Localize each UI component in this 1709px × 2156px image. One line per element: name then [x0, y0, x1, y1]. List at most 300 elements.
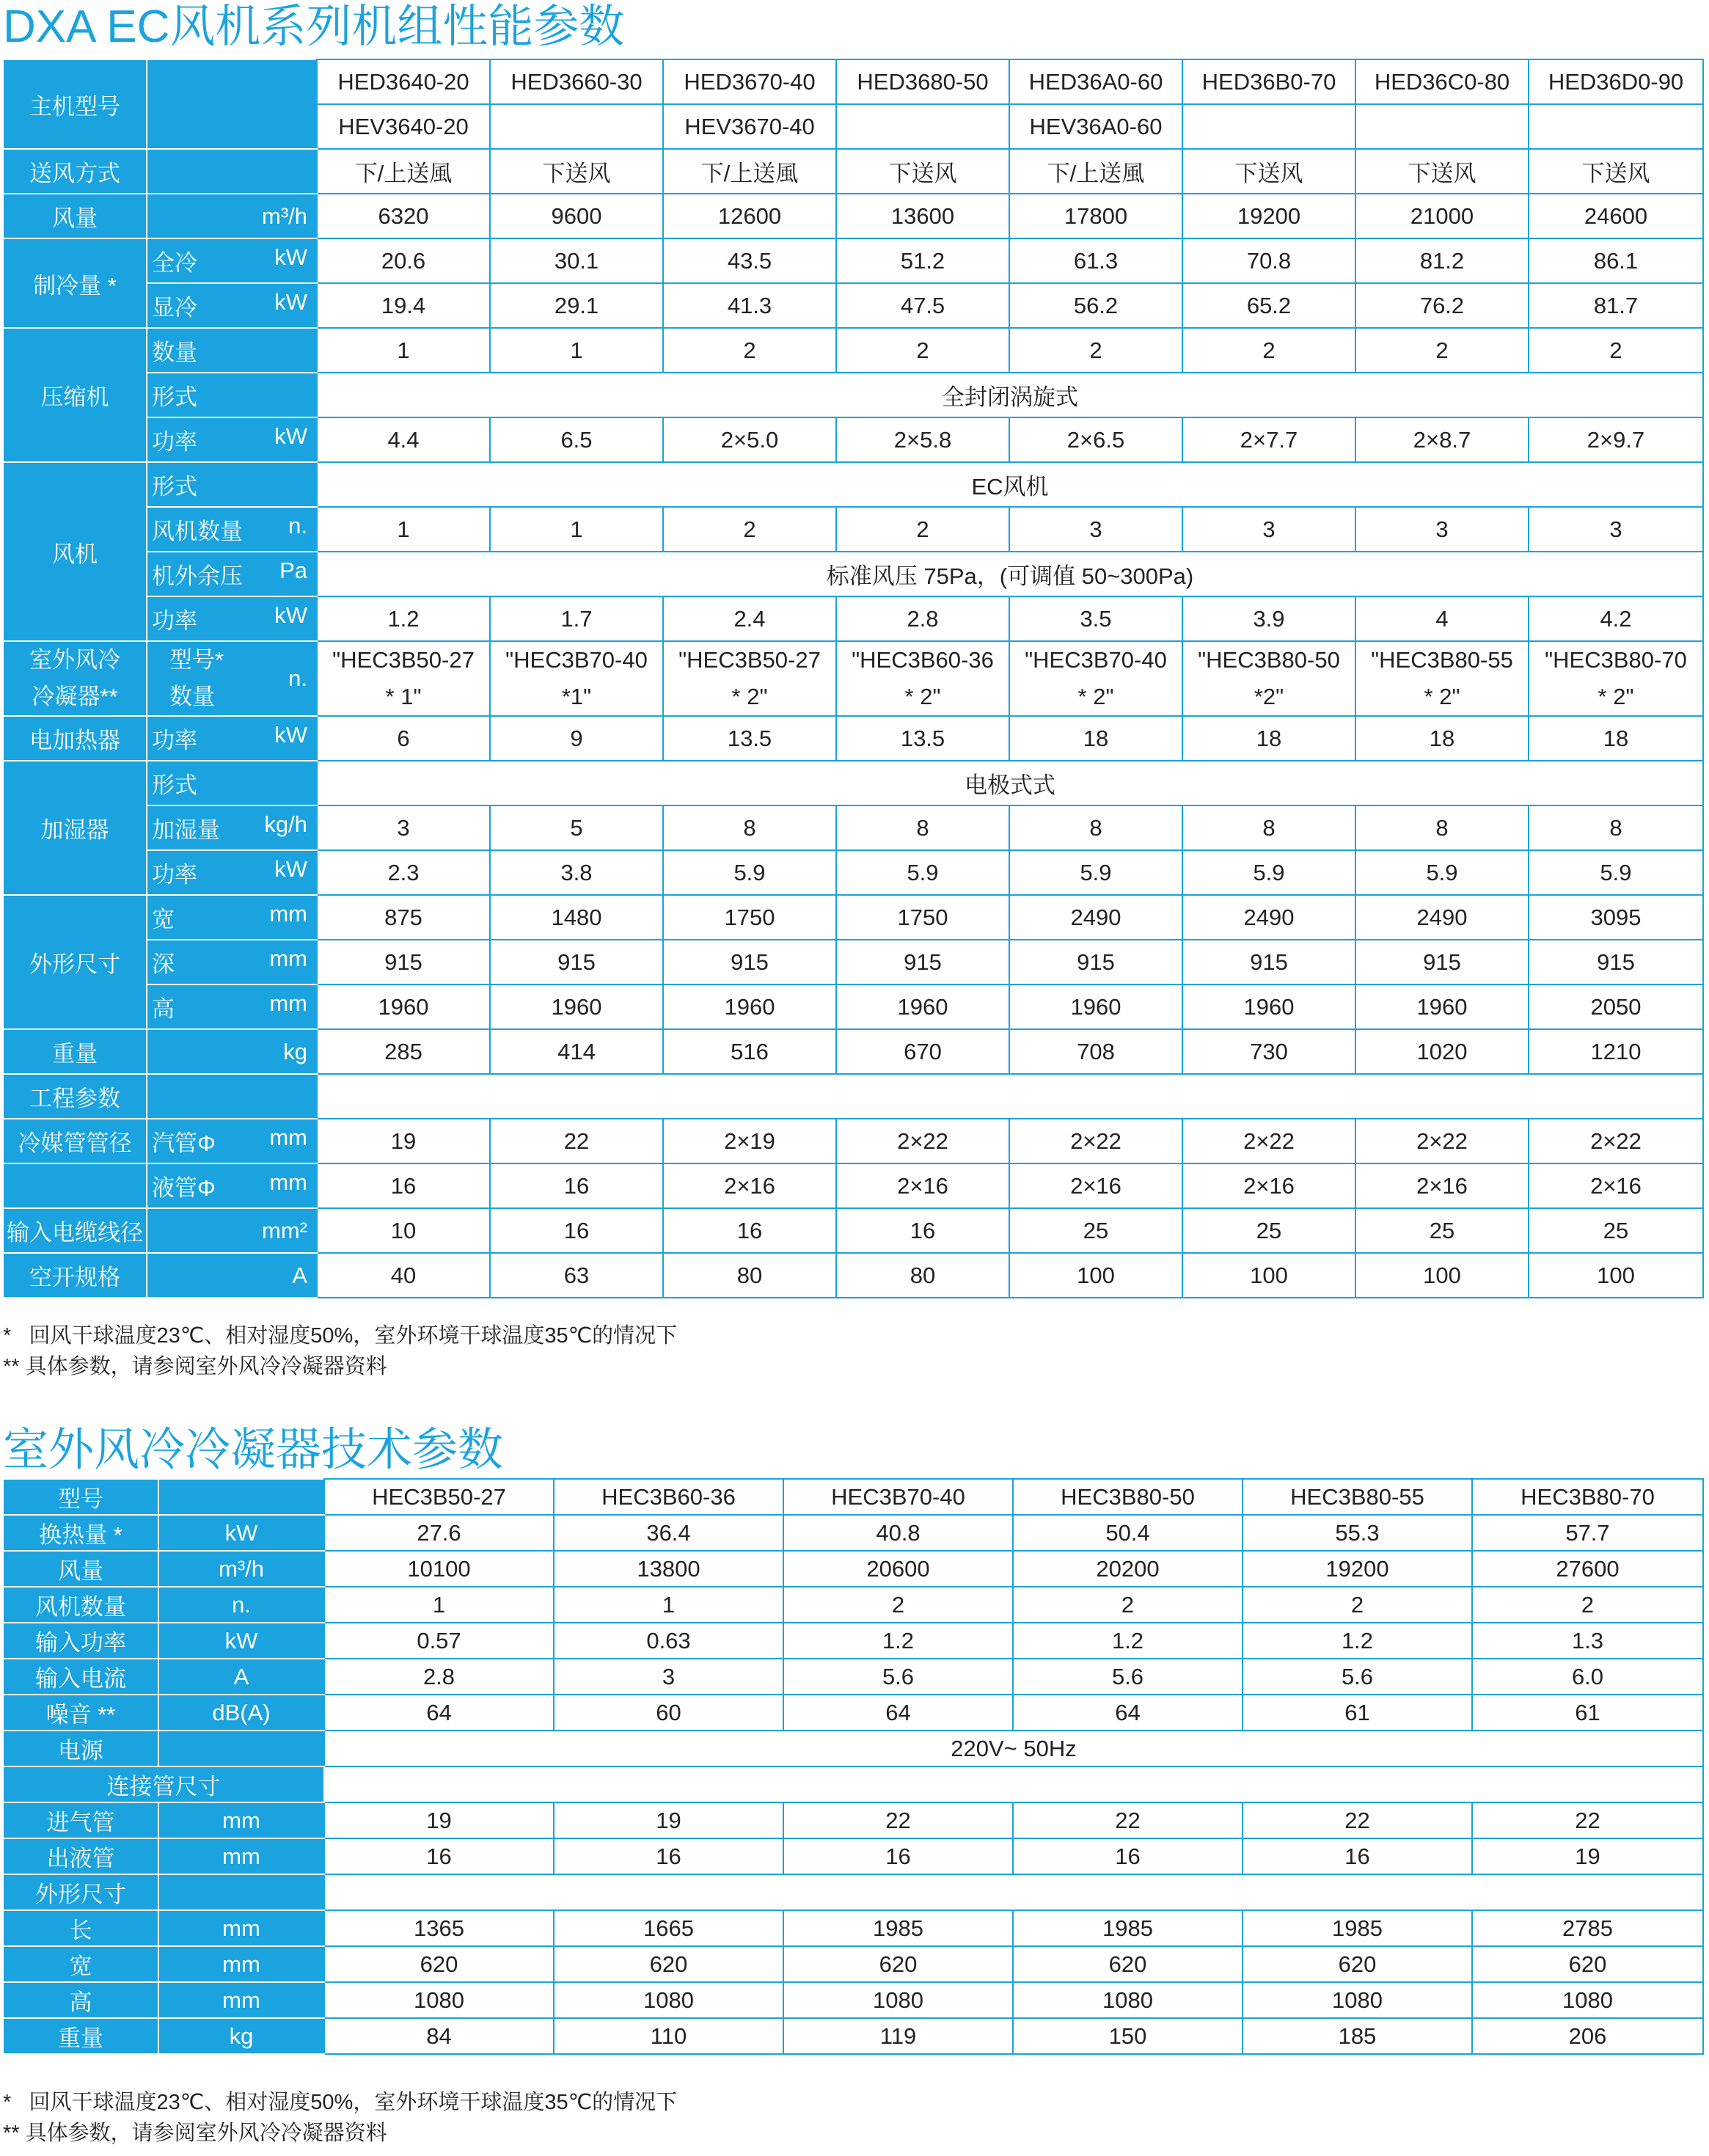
value-cell: 80: [663, 1253, 836, 1298]
unit-label: kg: [158, 2018, 324, 2054]
value-cell: 1080: [554, 1982, 783, 2018]
value-cell: 1960: [836, 984, 1009, 1029]
value-cell: 1080: [783, 1982, 1013, 2018]
table-row: [3, 1074, 1703, 1119]
value-cell: 64: [324, 1695, 554, 1731]
value-line: "HEC3B80-55: [1371, 647, 1513, 673]
value-cell: 86.1: [1529, 238, 1703, 283]
table-row: [3, 1838, 1703, 1874]
value-cell: HED3680-50: [836, 59, 1009, 104]
value-cell: HED36A0-60: [1009, 59, 1182, 104]
value-line: * 2": [1598, 684, 1634, 709]
value-cell: 915: [663, 940, 836, 984]
value-cell: 8: [663, 805, 836, 850]
row-label: 重量: [3, 1029, 147, 1074]
value-cell: 8: [1182, 805, 1355, 850]
value-cell: 50.4: [1013, 1515, 1243, 1551]
value-cell: 620: [1472, 1946, 1703, 1982]
table-row: [3, 328, 1703, 373]
value-cell: 110: [554, 2018, 783, 2054]
value-cell: 2: [663, 507, 836, 552]
value-cell: 61: [1243, 1695, 1472, 1731]
table-cell: [147, 895, 317, 940]
value-cell: 13600: [836, 194, 1009, 238]
value-cell: 100: [1009, 1253, 1182, 1298]
value-cell: 19: [317, 1119, 490, 1163]
table-cell: [147, 507, 317, 552]
value-cell: 1985: [1243, 1910, 1472, 1946]
table-cell: [3, 1163, 147, 1208]
table-row: [3, 194, 1703, 238]
value-cell: 20600: [783, 1551, 1013, 1587]
value-cell: 1080: [1472, 1982, 1703, 2018]
value-cell: 1.2: [783, 1623, 1013, 1659]
value-cell: 19200: [1182, 194, 1355, 238]
value-cell: 22: [1013, 1802, 1243, 1838]
value-cell: 620: [324, 1946, 554, 1982]
merged-value-cell: 电极式式: [317, 761, 1703, 805]
unit-label: mm: [269, 990, 307, 1016]
value-line: * 2": [904, 684, 941, 709]
value-cell: 25: [1009, 1208, 1182, 1253]
table-cell: [317, 1074, 1703, 1119]
row-sub-label: 加湿量: [152, 817, 220, 843]
value-cell: HED3670-40: [663, 59, 836, 104]
value-cell: 100: [1529, 1253, 1703, 1298]
row-sub-label: 形式: [152, 772, 197, 798]
value-cell: 25: [1355, 1208, 1529, 1253]
value-cell: 22: [1243, 1802, 1472, 1838]
value-cell: 29.1: [490, 283, 663, 328]
row-label: 风机: [3, 462, 147, 641]
value-line: * 2": [731, 684, 768, 709]
row-label: 噪音 **: [3, 1695, 158, 1731]
value-cell: 16: [554, 1838, 783, 1874]
value-cell: 下送风: [1529, 149, 1703, 194]
unit-label: mm: [158, 1982, 324, 2018]
value-cell: 2: [1013, 1587, 1243, 1623]
value-cell: 2×7.7: [1182, 417, 1355, 462]
value-cell: 47.5: [836, 283, 1009, 328]
unit-label: [158, 1731, 324, 1766]
value-cell: HEC3B70-40: [783, 1479, 1013, 1515]
value-cell: 2×16: [1182, 1163, 1355, 1208]
value-cell: 2×16: [663, 1163, 836, 1208]
value-cell: 1080: [324, 1982, 554, 2018]
table-cell: [147, 328, 317, 373]
value-cell: 516: [663, 1029, 836, 1074]
table-row: [3, 1029, 1703, 1074]
value-cell: 2785: [1472, 1910, 1703, 1946]
table-row: [3, 1802, 1703, 1838]
value-cell: 19200: [1243, 1551, 1472, 1587]
value-cell: 8: [836, 805, 1009, 850]
value-cell: 1080: [1013, 1982, 1243, 2018]
value-cell: 下送风: [1355, 149, 1529, 194]
value-cell: HED3640-20: [317, 59, 490, 104]
value-cell: 206: [1472, 2018, 1703, 2054]
value-cell: 1210: [1529, 1029, 1703, 1074]
value-cell: [1529, 104, 1703, 149]
value-cell: 30.1: [490, 238, 663, 283]
footnote: ** 具体参数，请参阅室外风冷冷凝器资料: [3, 1355, 387, 1378]
value-cell: 84: [324, 2018, 554, 2054]
value-cell: [490, 641, 663, 716]
value-cell: [1182, 104, 1355, 149]
value-cell: 1750: [663, 895, 836, 940]
unit-label: kW: [158, 1515, 324, 1551]
section-title: 室外风冷冷凝器技术参数: [3, 1425, 504, 1475]
value-cell: 5.9: [836, 850, 1009, 895]
value-cell: 3: [554, 1659, 783, 1695]
value-cell: 1960: [1009, 984, 1182, 1029]
table-cell: [147, 194, 317, 238]
unit-label: mm: [269, 946, 307, 971]
value-cell: HED36C0-80: [1355, 59, 1529, 104]
row-label: 进气管: [3, 1802, 158, 1838]
unit-label: kW: [274, 722, 307, 748]
value-cell: 40: [317, 1253, 490, 1298]
value-cell: 3: [1009, 507, 1182, 552]
unit-label: mm: [269, 1125, 307, 1150]
value-cell: 43.5: [663, 238, 836, 283]
value-cell: 875: [317, 895, 490, 940]
table-row: [3, 984, 1703, 1029]
value-cell: 1: [490, 507, 663, 552]
table-row: [3, 1659, 1703, 1695]
value-cell: HED36D0-90: [1529, 59, 1703, 104]
row-label: 换热量 *: [3, 1515, 158, 1551]
value-cell: 22: [1472, 1802, 1703, 1838]
value-cell: 19: [1472, 1838, 1703, 1874]
row-label: 加湿器: [3, 761, 147, 895]
value-cell: 1: [490, 328, 663, 373]
value-cell: 51.2: [836, 238, 1009, 283]
value-cell: 55.3: [1243, 1515, 1472, 1551]
value-cell: 915: [836, 940, 1009, 984]
value-cell: 0.63: [554, 1623, 783, 1659]
performance-table: [2, 59, 1704, 1298]
value-cell: 620: [1013, 1946, 1243, 1982]
value-cell: 150: [1013, 2018, 1243, 2054]
value-line: "HEC3B50-27: [678, 647, 821, 673]
table-cell: [147, 1119, 317, 1163]
value-cell: 3: [1529, 507, 1703, 552]
value-cell: 63: [490, 1253, 663, 1298]
value-cell: 81.2: [1355, 238, 1529, 283]
value-cell: [663, 641, 836, 716]
table-row: [3, 1982, 1703, 2018]
row-sub-label: 宽: [152, 907, 175, 932]
value-cell: 100: [1182, 1253, 1355, 1298]
table-row: [3, 1874, 1703, 1910]
merged-value-cell: EC风机: [317, 462, 1703, 507]
row-sub-label: 高: [152, 996, 175, 1022]
value-cell: 1: [324, 1587, 554, 1623]
table-row: [3, 1479, 1703, 1515]
value-cell: 2×9.7: [1529, 417, 1703, 462]
table-row: [3, 552, 1703, 596]
row-label: 电源: [3, 1731, 158, 1766]
value-line: *1": [561, 684, 592, 709]
table-cell: [147, 417, 317, 462]
value-cell: [836, 641, 1009, 716]
footnote: * 回风干球温度23℃、相对湿度50%，室外环境干球温度35℃的情况下: [3, 2091, 678, 2114]
merged-value-cell: 全封闭涡旋式: [317, 373, 1703, 417]
row-label: 风量: [3, 194, 147, 238]
value-cell: 1020: [1355, 1029, 1529, 1074]
unit-label: [158, 1479, 324, 1515]
value-cell: 3: [1182, 507, 1355, 552]
value-cell: 1.2: [1243, 1623, 1472, 1659]
row-sub-label: 数量: [152, 340, 197, 365]
table-row: [3, 940, 1703, 984]
row-sub-label: 功率: [152, 608, 197, 634]
table-row: [3, 59, 1703, 104]
table-cell: [147, 238, 317, 283]
value-cell: 1960: [1355, 984, 1529, 1029]
row-label: 外形尺寸: [3, 1874, 158, 1910]
table-row: [3, 1515, 1703, 1551]
value-cell: HED36B0-70: [1182, 59, 1355, 104]
value-cell: 2.4: [663, 596, 836, 641]
value-cell: 915: [1009, 940, 1182, 984]
value-cell: 3.5: [1009, 596, 1182, 641]
unit-label: kg: [283, 1038, 307, 1064]
value-cell: 670: [836, 1029, 1009, 1074]
value-cell: 56.2: [1009, 283, 1182, 328]
table-row: [3, 238, 1703, 283]
value-cell: 6.0: [1472, 1659, 1703, 1695]
value-cell: 61: [1472, 1695, 1703, 1731]
value-cell: 70.8: [1182, 238, 1355, 283]
value-cell: 下/上送風: [1009, 149, 1182, 194]
value-cell: 22: [783, 1802, 1013, 1838]
row-label: 空开规格: [3, 1253, 147, 1298]
value-cell: 2: [1472, 1587, 1703, 1623]
value-cell: 下送风: [836, 149, 1009, 194]
table-cell: [147, 716, 317, 761]
row-label: 输入功率: [3, 1623, 158, 1659]
value-cell: 5.9: [1182, 850, 1355, 895]
value-cell: 36.4: [554, 1515, 783, 1551]
value-cell: 620: [1243, 1946, 1472, 1982]
row-label: 风机数量: [3, 1587, 158, 1623]
value-cell: 2490: [1009, 895, 1182, 940]
value-cell: 1960: [317, 984, 490, 1029]
value-cell: HEC3B80-50: [1013, 1479, 1243, 1515]
value-cell: 57.7: [1472, 1515, 1703, 1551]
value-cell: 20200: [1013, 1551, 1243, 1587]
table-cell: [147, 1253, 317, 1298]
value-cell: 708: [1009, 1029, 1182, 1074]
value-cell: 2: [836, 328, 1009, 373]
value-cell: 620: [783, 1946, 1013, 1982]
value-cell: 60: [554, 1695, 783, 1731]
value-cell: 5.9: [1009, 850, 1182, 895]
row-label: 压缩机: [3, 328, 147, 462]
unit-label: [158, 1874, 324, 1910]
value-cell: 0.57: [324, 1623, 554, 1659]
value-cell: 5.6: [1013, 1659, 1243, 1695]
value-cell: 915: [1529, 940, 1703, 984]
unit-label: kW: [274, 244, 307, 270]
value-cell: 64: [783, 1695, 1013, 1731]
row-sub-label-line: 型号*: [169, 647, 224, 673]
table-row: [3, 895, 1703, 940]
value-cell: 1: [554, 1587, 783, 1623]
value-cell: 414: [490, 1029, 663, 1074]
row-sub-label: 深: [152, 951, 175, 977]
value-cell: 27.6: [324, 1515, 554, 1551]
value-cell: 2.8: [836, 596, 1009, 641]
value-cell: 76.2: [1355, 283, 1529, 328]
row-label: 主机型号: [3, 59, 147, 149]
footnote: ** 具体参数，请参阅室外风冷冷凝器资料: [3, 2122, 387, 2145]
value-cell: 2×8.7: [1355, 417, 1529, 462]
value-cell: 1: [317, 328, 490, 373]
row-label: 冷媒管管径: [3, 1119, 147, 1163]
unit-label: dB(A): [158, 1695, 324, 1731]
value-cell: 3: [1355, 507, 1529, 552]
value-cell: 25: [1529, 1208, 1703, 1253]
value-cell: 1960: [1182, 984, 1355, 1029]
value-cell: 1985: [783, 1910, 1013, 1946]
value-cell: 81.7: [1529, 283, 1703, 328]
value-cell: 119: [783, 2018, 1013, 2054]
value-cell: 2: [1243, 1587, 1472, 1623]
value-cell: 1985: [1013, 1910, 1243, 1946]
unit-label: kW: [274, 856, 307, 882]
table-cell: [147, 596, 317, 641]
table-row: [3, 1766, 1703, 1802]
value-line: "HEC3B60-36: [852, 647, 994, 673]
value-cell: 915: [317, 940, 490, 984]
table-cell: [147, 984, 317, 1029]
value-cell: 65.2: [1182, 283, 1355, 328]
value-cell: 13.5: [663, 716, 836, 761]
row-label: 输入电缆线径: [3, 1208, 147, 1253]
value-cell: 2×5.8: [836, 417, 1009, 462]
value-cell: 16: [490, 1163, 663, 1208]
value-cell: 1.3: [1472, 1623, 1703, 1659]
value-cell: 5: [490, 805, 663, 850]
value-cell: HEV36A0-60: [1009, 104, 1182, 149]
value-cell: 2×22: [1355, 1119, 1529, 1163]
value-cell: 100: [1355, 1253, 1529, 1298]
value-cell: 20.6: [317, 238, 490, 283]
unit-label: A: [292, 1262, 307, 1288]
value-cell: 2×22: [1182, 1119, 1355, 1163]
value-line: *2": [1254, 684, 1284, 709]
row-sub-label: 机外余压: [152, 563, 243, 589]
value-cell: 915: [1355, 940, 1529, 984]
row-sub-label: 风机数量: [152, 519, 243, 544]
unit-label: mm: [269, 901, 307, 927]
value-cell: HEC3B80-55: [1243, 1479, 1472, 1515]
value-cell: 18: [1182, 716, 1355, 761]
table-row: [3, 1551, 1703, 1587]
value-cell: 61.3: [1009, 238, 1182, 283]
value-cell: [1529, 641, 1703, 716]
row-sub-label: 功率: [152, 728, 197, 753]
value-cell: 6: [317, 716, 490, 761]
value-cell: 285: [317, 1029, 490, 1074]
row-label: 高: [3, 1982, 158, 2018]
row-label-line: 冷凝器**: [32, 684, 118, 709]
value-line: * 2": [1077, 684, 1114, 709]
value-cell: 6.5: [490, 417, 663, 462]
unit-label: mm: [158, 1910, 324, 1946]
value-cell: 4.4: [317, 417, 490, 462]
value-cell: 5.6: [783, 1659, 1013, 1695]
value-cell: 2×16: [1355, 1163, 1529, 1208]
value-cell: 2: [1182, 328, 1355, 373]
value-cell: 8: [1009, 805, 1182, 850]
value-cell: 2: [1009, 328, 1182, 373]
value-cell: 1.7: [490, 596, 663, 641]
row-sub-label: 显冷: [152, 295, 197, 321]
row-label: 电加热器: [3, 716, 147, 761]
value-cell: 2×16: [836, 1163, 1009, 1208]
row-label: 外形尺寸: [3, 895, 147, 1029]
unit-label: mm: [158, 1838, 324, 1874]
table-row: [3, 1731, 1703, 1766]
value-cell: 620: [554, 1946, 783, 1982]
value-line: * 1": [385, 684, 422, 709]
value-cell: HED3660-30: [490, 59, 663, 104]
value-cell: 16: [490, 1208, 663, 1253]
table-cell: [147, 1074, 317, 1119]
value-cell: 19.4: [317, 283, 490, 328]
table-row: [3, 507, 1703, 552]
value-cell: 2×22: [1529, 1119, 1703, 1163]
value-cell: 3: [317, 805, 490, 850]
value-line: * 2": [1424, 684, 1460, 709]
value-cell: 1665: [554, 1910, 783, 1946]
value-cell: 8: [1355, 805, 1529, 850]
value-line: "HEC3B80-50: [1198, 647, 1340, 673]
value-cell: 16: [663, 1208, 836, 1253]
value-cell: HEV3640-20: [317, 104, 490, 149]
value-cell: 1: [317, 507, 490, 552]
table-row: [3, 805, 1703, 850]
row-sub-label: 功率: [152, 862, 197, 888]
value-cell: 2×22: [836, 1119, 1009, 1163]
value-cell: [836, 104, 1009, 149]
table-row: [3, 1910, 1703, 1946]
row-sub-label: 形式: [152, 384, 197, 410]
value-line: "HEC3B80-70: [1545, 647, 1687, 673]
value-cell: 2: [783, 1587, 1013, 1623]
table-cell: [147, 149, 317, 194]
value-cell: [317, 641, 490, 716]
unit-label: mm: [158, 1946, 324, 1982]
table-row: [3, 2018, 1703, 2054]
value-cell: 3.9: [1182, 596, 1355, 641]
footnotes: [3, 2087, 677, 2149]
row-label: 重量: [3, 2018, 158, 2054]
row-label: 送风方式: [3, 149, 147, 194]
value-cell: 18: [1529, 716, 1703, 761]
unit-label: kg/h: [264, 811, 307, 837]
row-sub-label: [147, 641, 317, 716]
table-cell: [147, 462, 317, 507]
table-row: [3, 462, 1703, 507]
table-cell: [324, 1766, 1703, 1802]
unit-label: m³/h: [262, 202, 307, 229]
row-label: 风量: [3, 1551, 158, 1587]
